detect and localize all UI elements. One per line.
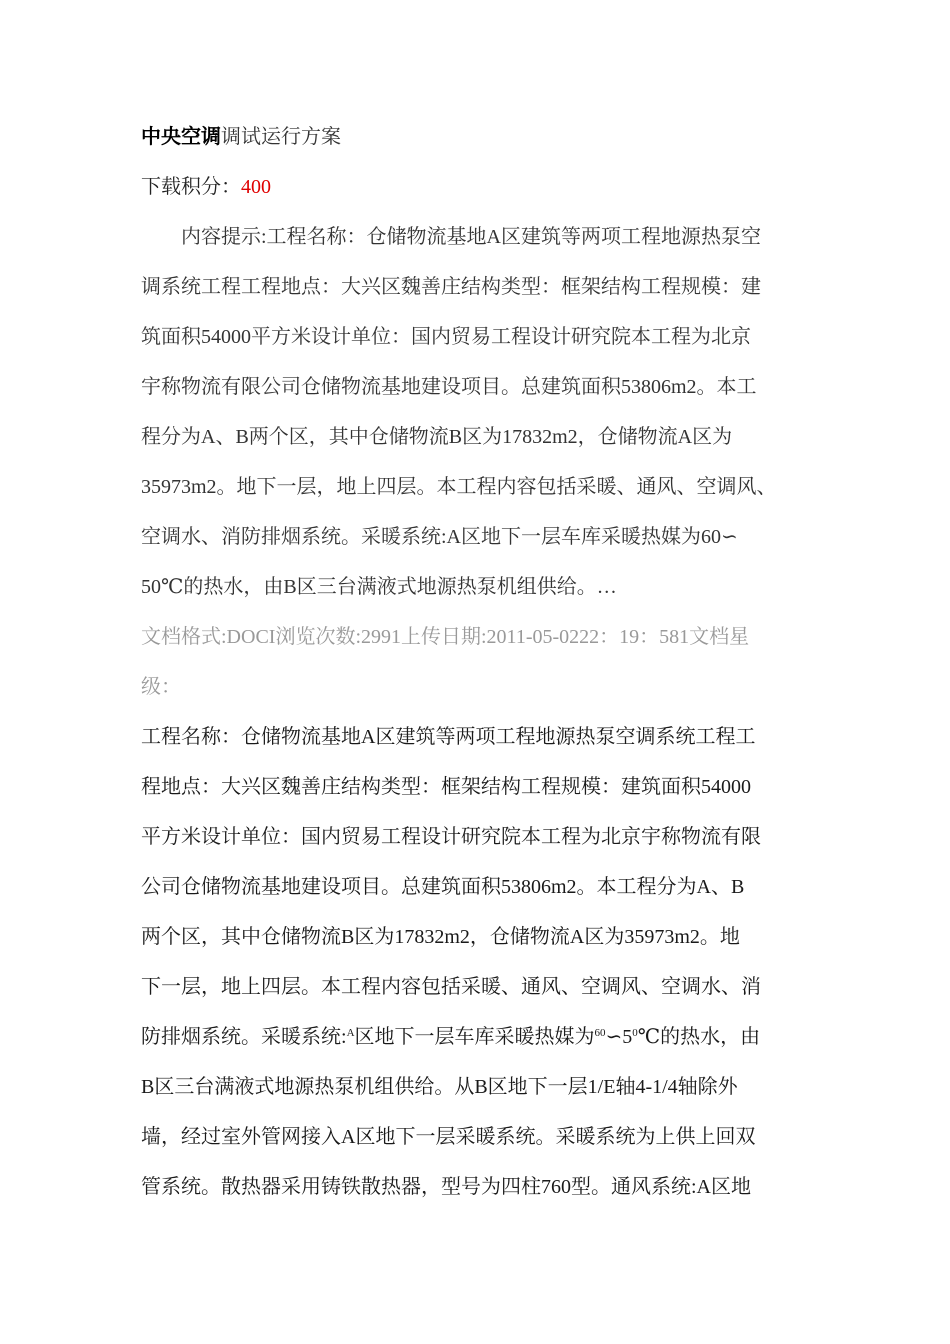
meta-line: 文档格式:DOCI浏览次数:2991上传日期:2011-05-0222：19：581文档星: [141, 626, 750, 648]
body-line: 墙，经过室外管网接入A区地下一层采暖系统。采暖系统为上供上回双: [141, 1126, 756, 1148]
document-meta: [141, 612, 809, 712]
summary-line: 宇称物流有限公司仓储物流基地建设项目。总建筑面积53806m2。本工: [141, 376, 757, 398]
body-line: 平方米设计单位：国内贸易工程设计研究院本工程为北京宇称物流有限: [141, 826, 761, 848]
summary-line: 空调水、消防排烟系统。采暖系统:A区地下一层车库采暖热媒为60∽: [141, 526, 738, 548]
body-line: 下一层，地上四层。本工程内容包括采暖、通风、空调风、空调水、消: [141, 976, 761, 998]
body-text-segment: ℃的热水，由: [637, 1026, 761, 1048]
body-text-segment: ∽5: [605, 1026, 633, 1048]
body-line: 程地点：大兴区魏善庄结构类型：框架结构工程规模：建筑面积54000: [141, 776, 751, 798]
body-line: 公司仓储物流基地建设项目。总建筑面积53806m2。本工程分为A、B: [141, 876, 745, 898]
body-line: 工程名称：仓储物流基地A区建筑等两项工程地源热泵空调系统工程工: [141, 726, 756, 748]
body-text-segment: 防排烟系统。采暖系统:: [141, 1026, 347, 1048]
superscript-0: 0: [632, 1027, 638, 1039]
summary-line: 调系统工程工程地点：大兴区魏善庄结构类型：框架结构工程规模：建: [141, 276, 761, 298]
document-page: [141, 112, 809, 1212]
meta-line: 级：: [141, 676, 181, 698]
title-rest: 调试运行方案: [221, 126, 341, 148]
download-score-value: 400: [241, 176, 271, 198]
summary-line: 50℃的热水，由B区三台满液式地源热泵机组供给。…: [141, 576, 617, 598]
body-line: B区三台满液式地源热泵机组供给。从B区地下一层1/E轴4-1/4轴除外: [141, 1076, 738, 1098]
summary-line: 程分为A、B两个区，其中仓储物流B区为17832m2，仓储物流A区为: [141, 426, 733, 448]
body-line-with-superscripts: [141, 1012, 809, 1062]
superscript-a: A: [346, 1027, 355, 1039]
document-title: [141, 112, 809, 162]
download-score-label: 下载积分：: [141, 176, 241, 198]
summary-line: 内容提示:工程名称：仓储物流基地A区建筑等两项工程地源热泵空: [181, 226, 761, 248]
body-text-segment: 区地下一层车库采暖热媒为: [354, 1026, 595, 1048]
summary-line: 筑面积54000平方米设计单位：国内贸易工程设计研究院本工程为北京: [141, 326, 751, 348]
summary-line: 35973m2。地下一层，地上四层。本工程内容包括采暖、通风、空调风、: [141, 476, 777, 498]
download-score: [141, 162, 809, 212]
body-block: [141, 712, 809, 1212]
superscript-60: 60: [594, 1027, 606, 1039]
body-line: 两个区，其中仓储物流B区为17832m2，仓储物流A区为35973m2。地: [141, 926, 740, 948]
summary-block: [141, 212, 809, 612]
body-line: 管系统。散热器采用铸铁散热器，型号为四柱760型。通风系统:A区地: [141, 1176, 751, 1198]
title-bold: 中央空调: [141, 126, 221, 148]
